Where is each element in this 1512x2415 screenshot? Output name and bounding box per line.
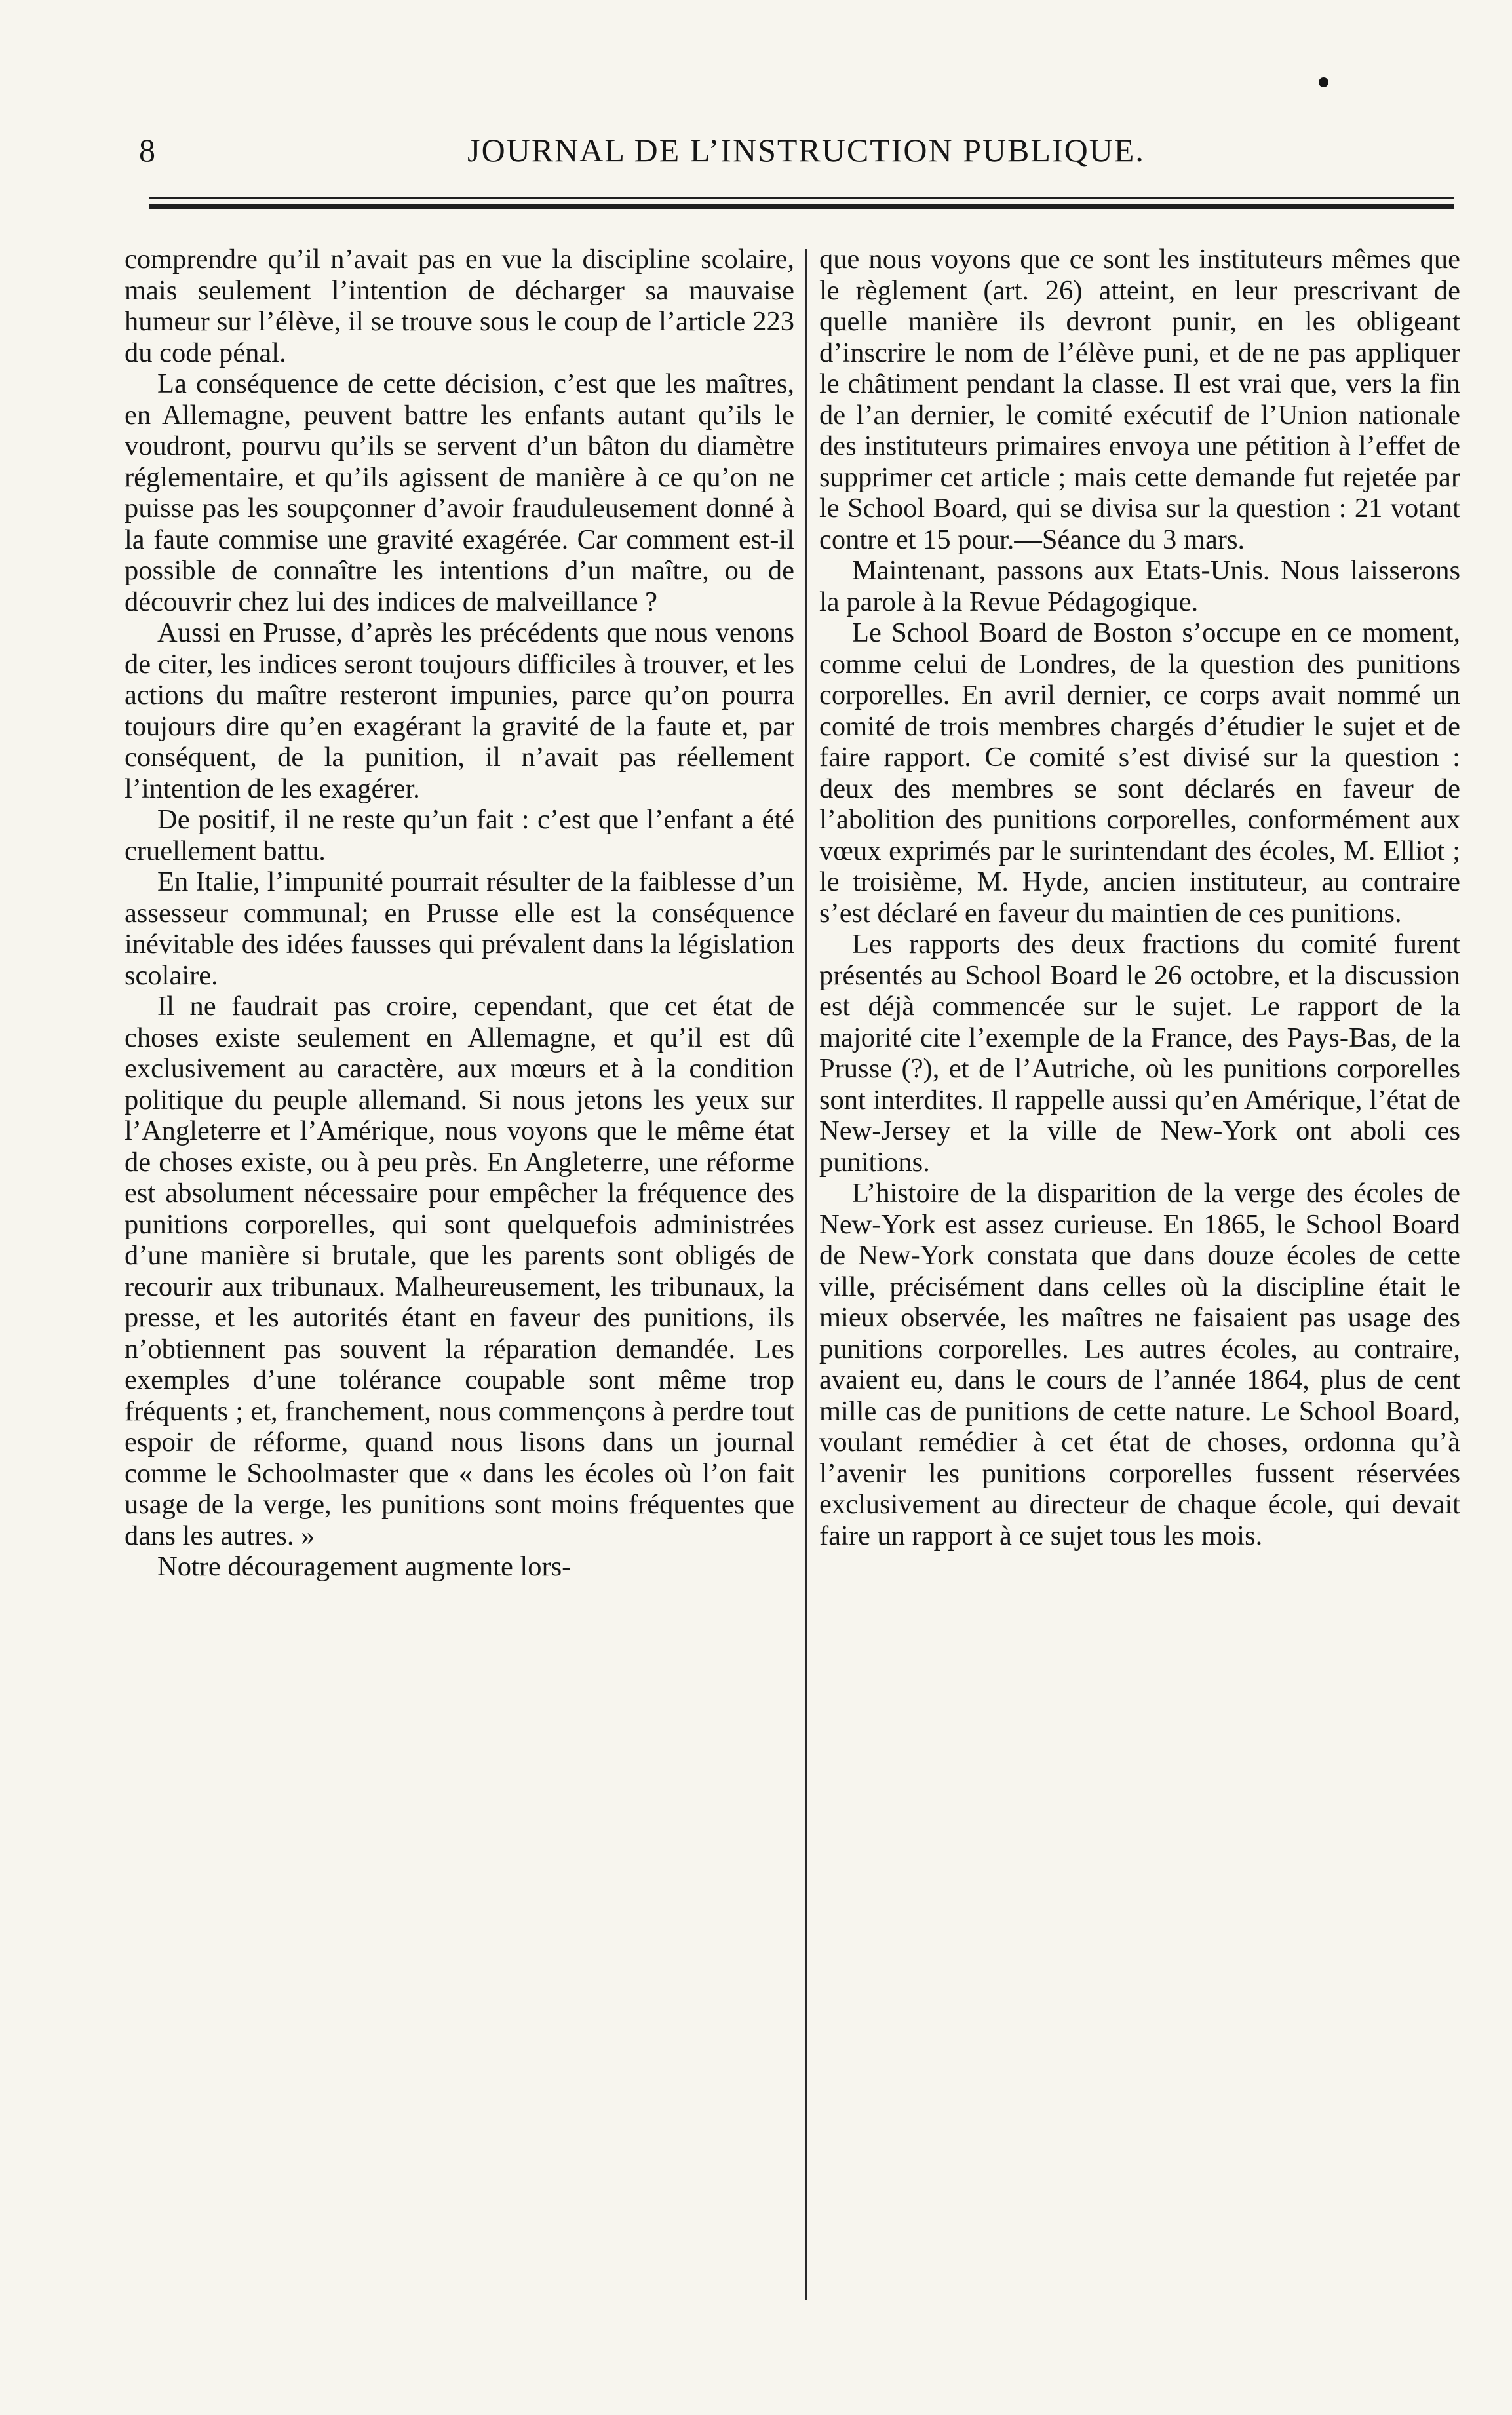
- paragraph: En Italie, l’impunité pourrait résulter de la faiblesse d’un assesseur communal; en Prusse elle est la conséquence inévitable des idées fausses qui prévalent dans la législation scolaire.: [125, 866, 794, 991]
- paragraph: La conséquence de cette décision, c’est que les maîtres, en Allemagne, peuvent battre les enfants autant qu’ils le voudront, pourvu qu’ils se servent d’un bâton du diamètre réglementaire, et qu’ils agissent de manière à ce qu’on ne puisse pas les soupçonner d’avoir frauduleusement donné à la faute commise une gravité exagérée. Car comment est-il possible de connaître les intentions d’un maître, ou de découvrir chez lui des indices de malveillance ?: [125, 368, 794, 617]
- page-number: 8: [139, 132, 156, 168]
- ink-dot: [1319, 77, 1328, 87]
- left-column: [125, 244, 794, 2302]
- running-title: JOURNAL DE L’INSTRUCTION PUBLIQUE.: [467, 132, 1145, 168]
- right-column: [819, 244, 1460, 2302]
- paragraph: que nous voyons que ce sont les instituteurs mêmes que le règlement (art. 26) atteint, en leur prescrivant de quelle manière ils devront punir, en les obligeant d’inscrire le nom de l’élève puni, et de ne pas appliquer le châtiment pendant la classe. Il est vrai que, vers la fin de l’an dernier, le comité exécutif de l’Union nationale des instituteurs primaires envoya une pétition à l’effet de supprimer cet article ; mais cette demande fut rejetée par le School Board, qui se divisa sur la question : 21 votant contre et 15 pour.—Séance du 3 mars.: [819, 244, 1460, 555]
- paragraph: Le School Board de Boston s’occupe en ce moment, comme celui de Londres, de la question des punitions corporelles. En avril dernier, ce corps avait nommé un comité de trois membres chargés d’étudier le sujet et de faire rapport. Ce comité s’est divisé sur la question : deux des membres se sont déclarés en faveur de l’abolition des punitions corporelles, conformément aux vœux exprimés par le surintendant des écoles, M. Elliot ; le troisième, M. Hyde, ancien instituteur, au contraire s’est déclaré en faveur du maintien de ces punitions.: [819, 617, 1460, 929]
- paragraph: Notre découragement augmente lors-: [157, 1551, 572, 1582]
- paragraph: Maintenant, passons aux Etats-Unis. Nous laisserons la parole à la Revue Pédagogique.: [819, 555, 1460, 617]
- paragraph: Aussi en Prusse, d’après les précédents que nous venons de citer, les indices seront toujours difficiles à trouver, et les actions du maître resteront impunies, parce qu’on pourra toujours dire qu’en exagérant la gravité de la faute et, par conséquent, de la punition, il n’avait pas réellement l’intention de les exagérer.: [125, 617, 794, 804]
- paragraph: Il ne faudrait pas croire, cependant, que cet état de choses existe seulement en Allemagne, et qu’il est dû exclusivement au caractère, aux mœurs et à la condition politique du peuple allemand. Si nous jetons les yeux sur l’Angleterre et l’Amérique, nous voyons que le même état de choses existe, ou à peu près. En Angleterre, une réforme est absolument nécessaire pour empêcher la fréquence des punitions corporelles, qui sont quelquefois administrées d’une manière si brutale, que les parents sont obligés de recourir aux tribunaux. Malheureusement, les tribunaux, la presse, et les autorités étant en faveur des punitions, ils n’obtiennent pas souvent la réparation demandée. Les exemples d’une tolérance coupable sont même trop fréquents ; et, franchement, nous commençons à perdre tout espoir de réforme, quand nous lisons dans un journal comme le Schoolmaster que « dans les écoles où l’on fait usage de la verge, les punitions sont moins fréquentes que dans les autres. »: [125, 991, 794, 1551]
- column-divider: [805, 249, 807, 2300]
- header-rule-thick: [149, 204, 1454, 209]
- paragraph: L’histoire de la disparition de la verge des écoles de New-York est assez curieuse. En 1865, le School Board de New-York constata que dans douze écoles de cette ville, précisément dans celles où la discipline était le mieux observée, les maîtres ne faisaient pas usage des punitions corporelles. Les autres écoles, au contraire, avaient eu, dans le cours de l’année 1864, plus de cent mille cas de punitions de cette nature. Le School Board, voulant remédier à cet état de choses, ordonna qu’à l’avenir les punitions corporelles fussent réservées exclusivement au directeur de chaque école, qui devait faire un rapport à ce sujet tous les mois.: [819, 1178, 1460, 1551]
- paragraph: De positif, il ne reste qu’un fait : c’est que l’enfant a été cruellement battu.: [125, 804, 794, 866]
- paragraph: comprendre qu’il n’avait pas en vue la discipline scolaire, mais seulement l’intention de décharger sa mauvaise humeur sur l’élève, il se trouve sous le coup de l’article 223 du code pénal.: [125, 244, 794, 368]
- paragraph: Les rapports des deux fractions du comité furent présentés au School Board le 26 octobre, et la discussion est déjà commencée sur le sujet. Le rapport de la majorité cite l’exemple de la France, des Pays-Bas, de la Prusse (?), et de l’Autriche, où les punitions corporelles sont interdites. Il rappelle aussi qu’en Amérique, l’état de New-Jersey et la ville de New-York ont aboli ces punitions.: [819, 929, 1460, 1178]
- header-rule-thin: [149, 197, 1454, 199]
